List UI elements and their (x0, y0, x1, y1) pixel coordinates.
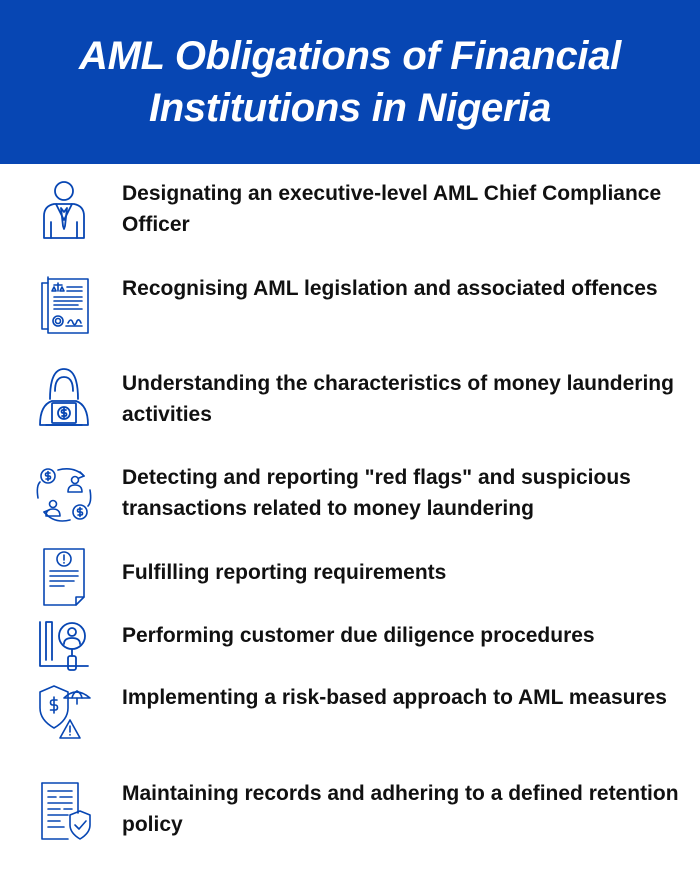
customer-search-icon (34, 612, 94, 676)
item-label: Understanding the characteristics of money laundering activities (122, 372, 674, 426)
officer-person-icon (34, 178, 94, 242)
item-label: Recognising AML legislation and associated offences (122, 277, 658, 300)
header-banner (0, 0, 700, 164)
item-label: Fulfilling reporting requirements (122, 561, 447, 584)
item-label: Detecting and reporting "red flags" and suspicious transactions related to money laundering (122, 466, 631, 520)
item-label: Implementing a risk-based approach to AML measures (122, 686, 667, 709)
hooded-hacker-laptop-icon (34, 365, 94, 429)
item-label: Performing customer due diligence procedures (122, 624, 595, 647)
item-label: Designating an executive-level AML Chief Compliance Officer (122, 182, 662, 236)
report-alert-document-icon (34, 545, 94, 609)
item-label: Maintaining records and adhering to a defined retention policy (122, 782, 679, 836)
page-title: AML Obligations of Financial Institutions in Nigeria (79, 34, 621, 130)
risk-shield-umbrella-icon (34, 682, 94, 746)
records-shield-document-icon (34, 779, 94, 843)
legal-document-icon (34, 273, 94, 337)
money-transfer-cycle-icon (34, 462, 94, 526)
